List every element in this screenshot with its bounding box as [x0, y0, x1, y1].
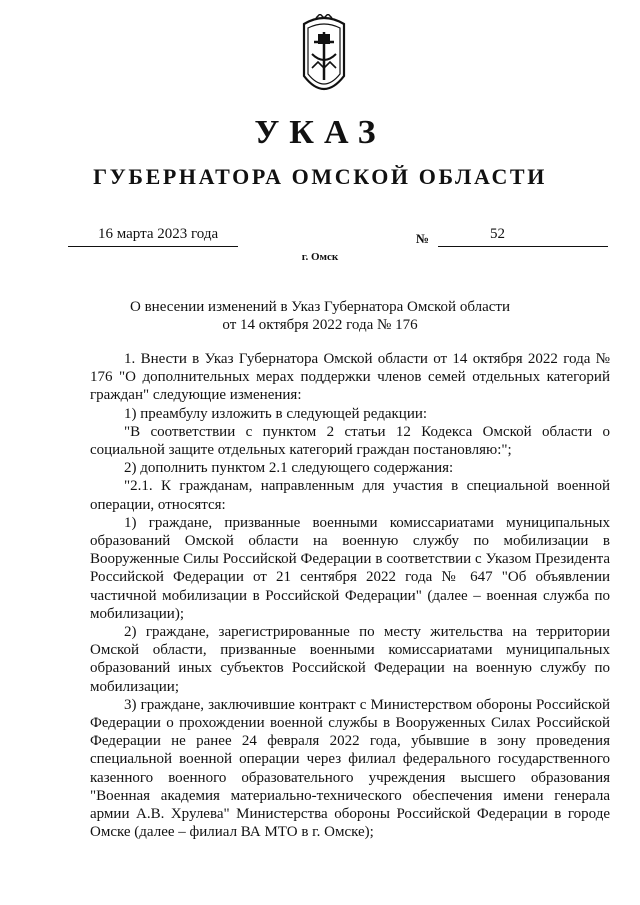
paragraph-8: 3) граждане, заключившие контракт с Министерством обороны Российской Федерации о прохождении военной службы в Вооруженных Силах Российской Федерации не ранее 24 февраля 2022 года, убывшие в зону проведения специальной военной операции через филиал федерального государственного казенного военного образовательного учреждения высшего образования "Военная академия материально-технического обеспечения имени генерала армии А.В. Хрулева" Министерства обороны Российской Федерации в городе Омске (далее – филиал ВА МТО в г. Омске); — [90, 696, 610, 841]
document-title: УКАЗ — [254, 114, 386, 151]
date-field — [68, 226, 238, 247]
document-body — [90, 350, 610, 841]
number-field — [438, 226, 608, 247]
paragraph-5: "2.1. К гражданам, направленным для участия в специальной военной операции, относятся: — [90, 478, 610, 513]
paragraph-2: 1) преамбулу изложить в следующей редакции: — [124, 405, 428, 422]
paragraph-7: 2) граждане, зарегистрированные по месту жительства на территории Омской области, призванные военными комиссариатами муниципальных образований иных субъектов Российской Федерации на военную службу по мобилизации; — [90, 624, 610, 695]
paragraph-4: 2) дополнить пунктом 2.1 следующего содержания: — [124, 460, 454, 477]
subject-line-2: от 14 октября 2022 года № 176 — [222, 317, 418, 333]
document-number: 52 — [490, 226, 505, 242]
coat-of-arms-icon — [298, 14, 350, 104]
city-label: г. Омск — [301, 251, 339, 263]
paragraph-6: 1) граждане, призванные военными комиссариатами муниципальных образований Омской области на военную службу по мобилизации в Вооруженные Силы Российской Федерации в соответствии с Указом Президента Российской Федерации от 21 сентября 2022 года № 647 "Об объявлении частичной мобилизации в Российской Федерации" (далее – военная служба по мобилизации); — [90, 514, 610, 622]
document-subtitle: ГУБЕРНАТОРА ОМСКОЙ ОБЛАСТИ — [93, 164, 547, 189]
paragraph-3: "В соответствии с пунктом 2 статьи 12 Кодекса Омской области о социальной защите отдельных категорий граждан постановляю:"; — [90, 423, 610, 459]
document-date: 16 марта 2023 года — [98, 226, 219, 242]
paragraph-1: 1. Внести в Указ Губернатора Омской области от 14 октября 2022 года № 176 "О дополнительных мерах поддержки членов семей отдельных категорий граждан" следующие изменения: — [90, 351, 610, 404]
document-subject — [0, 298, 640, 334]
subject-line-1: О внесении изменений в Указ Губернатора Омской области — [130, 299, 510, 315]
number-sign: № — [416, 231, 430, 246]
